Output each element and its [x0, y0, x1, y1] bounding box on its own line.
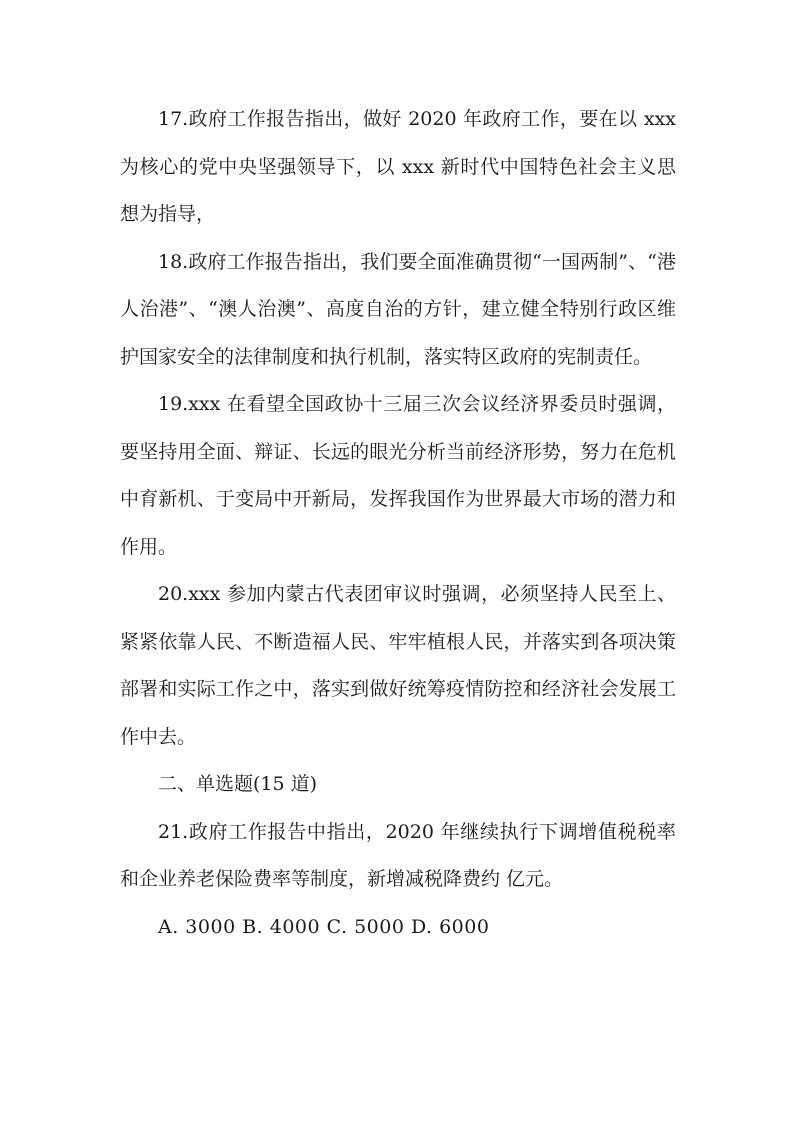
document-body — [120, 96, 676, 951]
paragraph-item-20: 20.xxx 参加内蒙古代表团审议时强调，必须坚持人民至上、紧紧依靠人民、不断造福人民、牢牢植根人民，并落实到各项决策部署和实际工作之中，落实到做好统筹疫情防控和经济社会发展工作中去。 — [120, 583, 676, 748]
section-heading: 二、单选题(15 道) — [158, 773, 318, 795]
paragraph-item-19: 19.xxx 在看望全国政协十三届三次会议经济界委员时强调，要坚持用全面、辩证、长远的眼光分析当前经济形势，努力在危机中育新机、于变局中开新局，发挥我国作为世界最大市场的潜力和作用。 — [120, 393, 676, 558]
paragraph-item-17: 17.政府工作报告指出，做好 2020 年政府工作，要在以 xxx 为核心的党中央坚强领导下，以 xxx 新时代中国特色社会主义思想为指导， — [120, 108, 676, 225]
question-21-options: A. 3000 B. 4000 C. 5000 D. 6000 — [158, 915, 490, 938]
paragraph-item-18: 18.政府工作报告指出，我们要全面准确贯彻“一国两制”、“港人治港”、“澳人治澳”、高度自治的方针，建立健全特别行政区维护国家安全的法律制度和执行机制，落实特区政府的宪制责任。 — [120, 250, 676, 368]
question-21: 21.政府工作报告中指出，2020 年继续执行下调增值税税率和企业养老保险费率等制度，新增减税降费约 亿元。 — [120, 820, 676, 890]
